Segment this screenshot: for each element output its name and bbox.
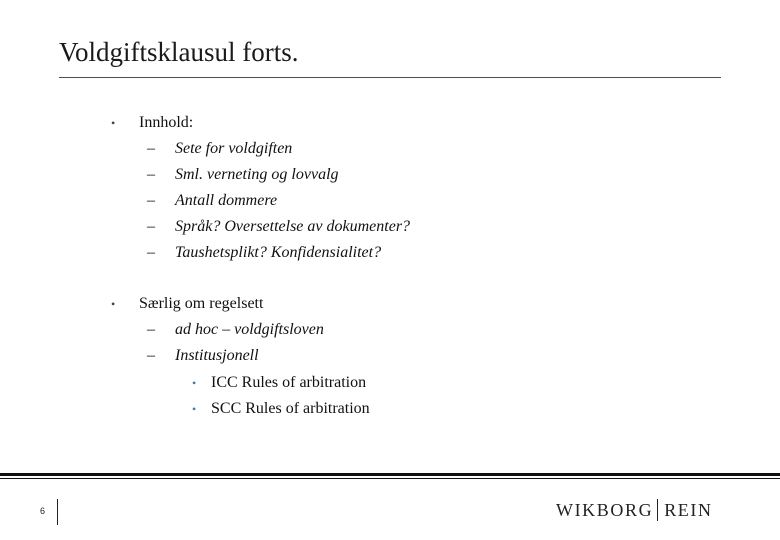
footer-divider-thin: [0, 478, 780, 479]
sub-item: [147, 190, 278, 212]
bullet-icon: •: [192, 402, 197, 416]
sub-item: [147, 216, 411, 238]
title-divider: [59, 77, 721, 78]
dash-icon: –: [147, 347, 155, 364]
sub-item: [147, 319, 324, 341]
sub-item-text: Institusjonell: [175, 347, 259, 364]
page-number-divider: [57, 499, 58, 525]
sub-item-text: ad hoc – voldgiftsloven: [175, 321, 324, 338]
bullet-item-innhold: [111, 112, 194, 134]
logo-text-left: WIKBORG: [556, 500, 654, 520]
sub-item-text: Taushetsplikt? Konfidensialitet?: [175, 244, 382, 261]
sub-item-text: Sete for voldgiften: [175, 140, 293, 157]
company-logo: [556, 497, 724, 523]
sub-item: [147, 345, 259, 367]
dash-icon: –: [147, 244, 155, 261]
bullet-icon: •: [111, 297, 116, 311]
bullet-text: Innhold:: [139, 114, 194, 131]
sub-item-text: Antall dommere: [175, 192, 278, 209]
dash-icon: –: [147, 218, 155, 235]
sub-sub-item-text: SCC Rules of arbitration: [211, 400, 370, 417]
logo-text-right: REIN: [664, 500, 713, 520]
bullet-icon: •: [192, 376, 197, 390]
sub-item: [147, 138, 293, 160]
sub-sub-item-text: ICC Rules of arbitration: [211, 374, 367, 391]
sub-item: [147, 242, 382, 264]
bullet-item-regelsett: [111, 293, 264, 315]
dash-icon: –: [147, 140, 155, 157]
footer-divider-thick: [0, 473, 780, 476]
logo-separator: [657, 499, 658, 521]
page-number: 6: [40, 506, 46, 516]
sub-item: [147, 164, 339, 186]
dash-icon: –: [147, 192, 155, 209]
dash-icon: –: [147, 321, 155, 338]
slide-title: Voldgiftsklausul forts.: [59, 37, 299, 67]
sub-sub-item: [192, 398, 370, 420]
bullet-icon: •: [111, 116, 116, 130]
bullet-text: Særlig om regelsett: [139, 295, 264, 312]
sub-item-text: Språk? Oversettelse av dokumenter?: [175, 218, 411, 235]
dash-icon: –: [147, 166, 155, 183]
sub-item-text: Sml. verneting og lovvalg: [175, 166, 339, 183]
sub-sub-item: [192, 372, 367, 394]
